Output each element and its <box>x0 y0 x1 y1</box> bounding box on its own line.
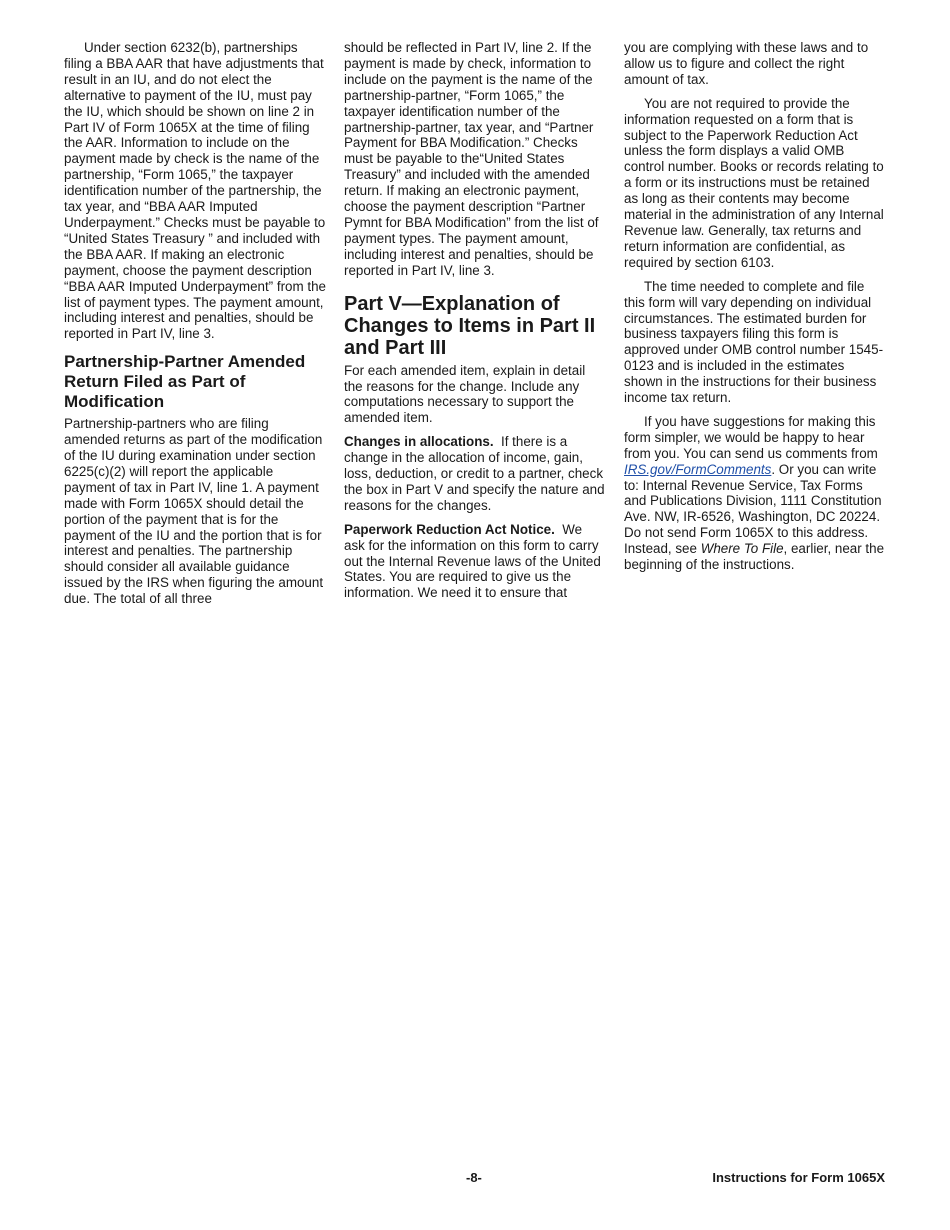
changes-in-allocations-lead: Changes in allocations. <box>344 434 494 450</box>
column-3 <box>624 40 886 581</box>
partnership-partner-heading: Partnership-Partner Amended Return Filed as Part of Modification <box>64 352 306 412</box>
column-2 <box>344 40 606 609</box>
section-6232b-paragraph: Under section 6232(b), partnerships filing a BBA AAR that have adjustments that result in an IU, and do not elect the alternative to payment of the IU, must pay the IU, which should be shown on line 2 in Part IV of Form 1065X at the time of filing the AAR. Information to include on the payment made by check is the name of the partnership, “Form 1065,” the taxpayer identification number of the partnership, the tax year, and “BBA AAR Imputed Underpayment.” Checks must be payable to “United States Treasury ” and included with the BBA AAR. If making an electronic payment, choose the payment description “BBA AAR Imputed Underpayment” from the list of payment types. The payment amount, including interest and penalties, should be reported in Part IV, line 3. <box>64 40 326 342</box>
changes-in-allocations-paragraph <box>344 434 606 514</box>
part-v-paragraph: For each amended item, explain in detail the reasons for the change. Include any computations necessary to support the amended item. <box>344 362 586 426</box>
page-number: -8- <box>466 1170 482 1185</box>
column-1 <box>64 40 326 615</box>
where-to-file-ref: Where To File <box>700 541 784 557</box>
continued-paragraph: should be reflected in Part IV, line 2. If the payment is made by check, information to include on the payment is the name of the partnership-partner, “Form 1065,” the taxpayer identification number of the partnership-partner, tax year, and “Partner Payment for BBA Modification.” Checks must be payable to the“United States Treasury” and included with the amended return. If making an electronic payment, choose the payment description “Partner Pymnt for BBA Modification” from the list of payment types. The payment amount, including interest and penalties, should be reported in Part IV, line 3. <box>344 40 599 278</box>
part-v-heading: Part V—Explanation of Changes to Items in Part II and Part III <box>344 292 596 359</box>
changes-in-allocations-text: If there is a change in the allocation of income, gain, loss, deduction, or credit to a partner, check the box in Part V and specify the nature and reasons for the changes. <box>344 434 605 513</box>
omb-paragraph: You are not required to provide the information requested on a form that is subject to the Paperwork Reduction Act unless the form displays a valid OMB control number. Books or records relating to a form or its instructions must be retained as long as their contents may become material in the administration of any Internal Revenue law. Generally, tax returns and return information are confidential, as required by section 6103. <box>624 95 884 270</box>
form-comments-link[interactable]: IRS.gov/FormComments <box>624 461 772 477</box>
suggestions-paragraph <box>624 414 886 573</box>
footer-title: Instructions for Form 1065X <box>712 1170 885 1185</box>
suggestions-text-3: , earlier, near the beginning of the instructions. <box>624 541 885 573</box>
time-needed-paragraph: The time needed to complete and file this form will vary depending on individual circumstances. The estimated burden for business taxpayers filing this form is approved under OMB control number 1545-0123 and is included in the estimates shown in the instructions for their business income tax return. <box>624 278 884 406</box>
partnership-partner-paragraph: Partnership-partners who are filing amended returns as part of the modification of the IU during examination under section 6225(c)(2) will report the applicable payment of tax in Part IV, line 1. A payment made with Form 1065X should detail the portion of the payment that is for the payment of the IU and the portion that is for interest and penalties. The partnership should consider all available guidance issued by the IRS when figuring the amount due. The total of all three <box>64 416 324 607</box>
paperwork-reduction-paragraph <box>344 522 606 602</box>
paperwork-reduction-lead: Paperwork Reduction Act Notice. <box>344 521 555 537</box>
complying-paragraph: you are complying with these laws and to allow us to figure and collect the right amount of tax. <box>624 40 869 87</box>
suggestions-text-1: If you have suggestions for making this form simpler, we would be happy to hear from you. You can send us comments from <box>624 413 878 461</box>
paperwork-reduction-text: We ask for the information on this form to carry out the Internal Revenue laws of the United States. You are required to give us the information. We need it to ensure that <box>344 521 601 601</box>
suggestions-text-2: . Or you can write to: Internal Revenue Service, Tax Forms and Publications Division, 1111 Constitution Ave. NW, IR-6526, Washington, DC 20224. Do not send Form 1065X to this address. Instead, see <box>624 461 882 557</box>
